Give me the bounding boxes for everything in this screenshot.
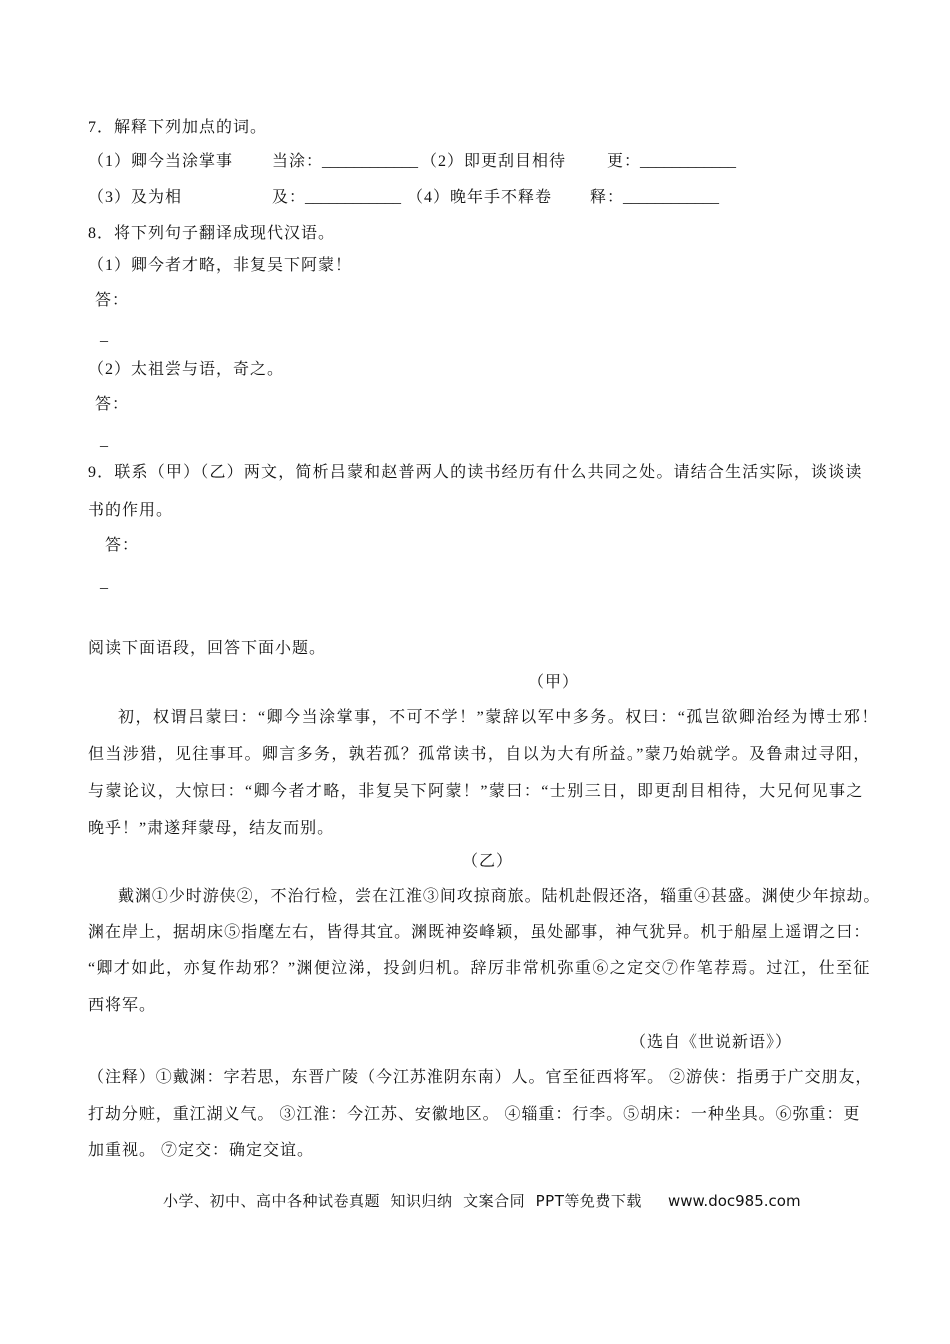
footer-text: 小学、初中、高中各种试卷真题 知识归纳 文案合同 PPT等免费下载 — [163, 1192, 642, 1210]
passage-jia-line-3: 与蒙论议，大惊曰：“卿今者才略，非复吴下阿蒙！”蒙曰：“士别三日，即更刮目相待，大兄何见事之 — [88, 783, 863, 800]
q8-title: 8．将下列句子翻译成现代汉语。 — [88, 225, 336, 242]
passage-yi-heading: （乙） — [462, 853, 514, 870]
passage-jia-line-2: 但当涉猎，见往事耳。卿言多务，孰若孤？孤常读书，自以为大有所益。”蒙乃始就学。及鲁肃过寻阳， — [88, 746, 870, 763]
q8-sentence-2: （2）太祖尝与语，奇之。 — [88, 361, 285, 378]
passage-jia-line-1: 初，权谓吕蒙曰：“卿今当涂掌事，不可不学！”蒙辞以军中多务。权曰：“孤岂欲卿治经为博士邪！ — [118, 709, 878, 726]
q8-answer-label-2: 答： — [95, 396, 130, 413]
q7-item-3: （3）及为相 — [88, 189, 183, 206]
passage-yi-line-3: “卿才如此，亦复作劫邪？”渊便泣涕，投剑归机。辞厉非常机弥重⑥之定交⑦作笔荐焉。过江，仕至征 — [88, 960, 870, 977]
q8-sentence-1: （1）卿今者才略，非复吴下阿蒙！ — [88, 257, 353, 274]
q9-answer-line: _ — [100, 574, 108, 591]
q9-answer-label: 答： — [105, 537, 140, 554]
q7-blank-2: ____________ — [640, 153, 736, 170]
q7-key-4: 释： — [590, 189, 625, 206]
passage-jia-heading: （甲） — [528, 674, 580, 691]
q7-item-2: （2）即更刮目相待 — [421, 153, 567, 170]
notes-line-3: 加重视。 ⑦定交：确定交谊。 — [88, 1142, 315, 1159]
passage-jia-line-4: 晚乎！”肃遂拜蒙母，结友而别。 — [88, 820, 335, 837]
q9-prompt-line-2: 书的作用。 — [88, 502, 174, 519]
footer-url: www.doc985.com — [668, 1192, 801, 1210]
q8-answer-line-2: _ — [100, 432, 108, 449]
passage-yi-line-1: 戴渊①少时游侠②，不治行检，尝在江淮③间攻掠商旅。陆机赴假还洛，辎重④甚盛。渊使少年掠劫。 — [118, 888, 880, 905]
q7-blank-4: ____________ — [623, 189, 719, 206]
q7-blank-3: ____________ — [305, 189, 401, 206]
q7-key-3: 及： — [272, 189, 307, 206]
q8-answer-line-1: _ — [100, 327, 108, 344]
reading-instruction: 阅读下面语段，回答下面小题。 — [88, 640, 327, 657]
passage-yi-line-2: 渊在岸上，据胡床⑤指麾左右，皆得其宜。渊既神姿峰颖，虽处鄙事，神气犹异。机于船屋上遥谓之曰： — [88, 924, 870, 941]
q7-item-1: （1）卿今当涂掌事 — [88, 153, 234, 170]
q7-key-2: 更： — [607, 153, 642, 170]
q7-title: 7．解释下列加点的词。 — [88, 119, 268, 136]
notes-line-2: 打劫分赃，重江湖义气。 ③江淮：今江苏、安徽地区。 ④辎重：行李。⑤胡床：一种坐具。⑥弥重：更 — [88, 1106, 860, 1123]
q7-blank-1: ____________ — [322, 153, 418, 170]
q7-key-1: 当涂： — [272, 153, 324, 170]
q9-prompt-line-1: 9．联系（甲）（乙）两文，简析吕蒙和赵普两人的读书经历有什么共同之处。请结合生活实际，谈谈读 — [88, 464, 862, 481]
passage-yi-line-4: 西将军。 — [88, 997, 157, 1014]
passage-yi-source: （选自《世说新语》） — [630, 1034, 793, 1051]
notes-line-1: （注释）①戴渊：字若思，东晋广陵（今江苏淮阴东南）人。官至征西将军。 ②游侠：指勇于广交朋友， — [88, 1069, 872, 1086]
q8-answer-label-1: 答： — [95, 292, 130, 309]
q7-item-4: （4）晚年手不释卷 — [407, 189, 553, 206]
